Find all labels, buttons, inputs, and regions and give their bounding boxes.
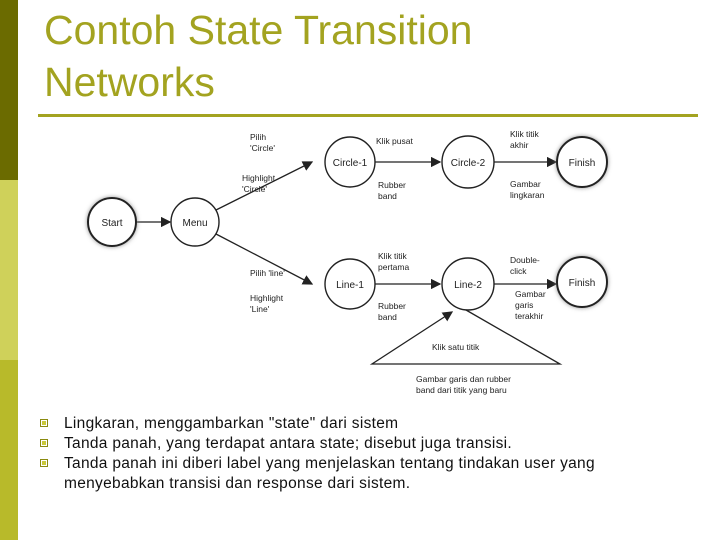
state-menu-label: Menu xyxy=(182,218,208,229)
label-loop-caption-1: Gambar garis dan rubber xyxy=(416,374,511,384)
bullet-item-3 xyxy=(40,454,700,494)
bullet-item-1 xyxy=(40,414,700,434)
bullet-list xyxy=(40,414,700,494)
square-bullet-icon xyxy=(40,459,48,467)
label-gambar-garis-1: Gambar xyxy=(515,289,546,299)
label-highlight-circle-2: 'Circle' xyxy=(242,184,267,194)
label-gambar-lingkaran-1: Gambar xyxy=(510,179,541,189)
state-transition-diagram xyxy=(70,120,640,405)
label-klik-titik-akhir-2: akhir xyxy=(510,140,529,150)
label-klik-titik-pertama-1: Klik titik xyxy=(378,251,407,261)
label-highlight-circle-1: Highlight xyxy=(242,173,276,183)
state-finish-bottom-label: Finish xyxy=(568,278,596,289)
label-gambar-lingkaran-2: lingkaran xyxy=(510,190,545,200)
label-gambar-garis-2: garis xyxy=(515,300,534,310)
square-bullet-icon xyxy=(40,439,48,447)
label-pilih-circle-1: Pilih xyxy=(250,132,267,142)
label-gambar-garis-3: terakhir xyxy=(515,311,544,321)
sidebar-accent-top xyxy=(0,0,18,180)
state-line1-label: Line-1 xyxy=(336,280,364,291)
bullet-text-3: Tanda panah ini diberi label yang menjelaskan tentang tindakan user yang menyebabkan transisi dan response dari sistem. xyxy=(64,455,595,492)
label-rubber-band-bottom-2: band xyxy=(378,312,397,322)
bullet-text-1: Lingkaran, menggambarkan "state" dari sistem xyxy=(64,415,399,432)
sidebar-accent-bottom xyxy=(0,360,18,540)
label-rubber-band-top-2: band xyxy=(378,191,397,201)
label-double-click-1: Double- xyxy=(510,255,540,265)
label-highlight-line-1: Highlight xyxy=(250,293,284,303)
state-finish-top-label: Finish xyxy=(568,158,596,169)
label-klik-satu-titik: Klik satu titik xyxy=(432,342,480,352)
state-line2-label: Line-2 xyxy=(454,280,482,291)
label-pilih-circle-2: 'Circle' xyxy=(250,143,275,153)
state-start-label: Start xyxy=(101,218,123,229)
label-double-click-2: click xyxy=(510,266,527,276)
label-rubber-band-top-1: Rubber xyxy=(378,180,406,190)
slide-title xyxy=(44,4,704,108)
label-klik-titik-akhir-1: Klik titik xyxy=(510,129,539,139)
label-pilih-line: Pilih 'line' xyxy=(250,268,285,278)
bullet-item-2 xyxy=(40,434,700,454)
label-klik-titik-pertama-2: pertama xyxy=(378,262,410,272)
slide-title-line-1: Contoh State Transition xyxy=(44,7,473,53)
slide-title-line-2: Networks xyxy=(44,59,215,105)
square-bullet-icon xyxy=(40,419,48,427)
label-rubber-band-bottom-1: Rubber xyxy=(378,301,406,311)
label-highlight-line-2: 'Line' xyxy=(250,304,270,314)
state-circle1-label: Circle-1 xyxy=(332,158,368,169)
title-underline xyxy=(38,114,698,117)
label-klik-pusat: Klik pusat xyxy=(376,136,413,146)
state-circle2-label: Circle-2 xyxy=(450,158,486,169)
label-loop-caption-2: band dari titik yang baru xyxy=(416,385,507,395)
sidebar-accent-middle xyxy=(0,180,18,360)
bullet-text-2: Tanda panah, yang terdapat antara state; disebut juga transisi. xyxy=(64,435,513,452)
